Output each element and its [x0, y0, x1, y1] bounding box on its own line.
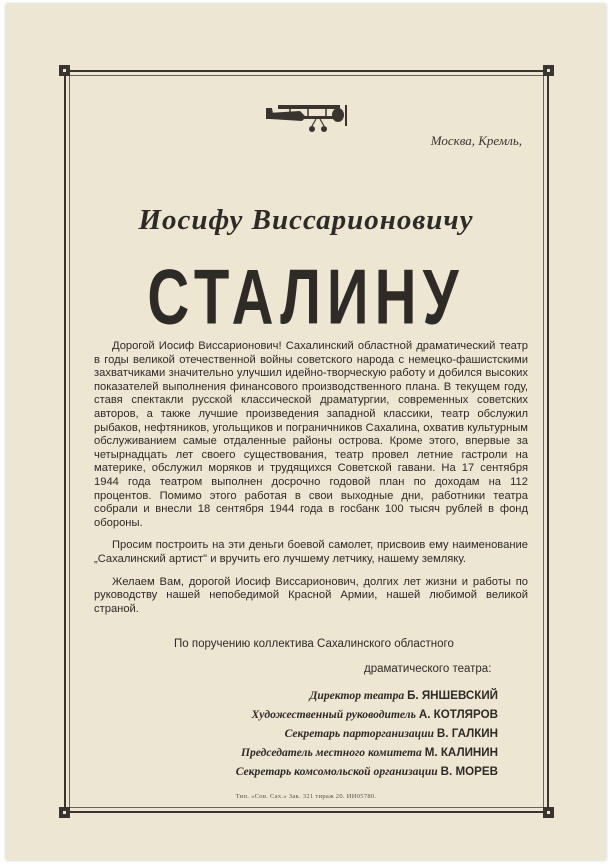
signature-role: Председатель местного комитета [240, 746, 422, 759]
body-paragraph: Просим построить на эти деньги боевой самолет, присвоив ему наименование „Сахалинский артист" и вручить его лучшему летчику, нашему земляку. [94, 539, 528, 565]
signature-role: Директор театра [309, 689, 405, 702]
place-line: Москва, Кремль, [430, 133, 522, 148]
corner-ornament-bottom-left [59, 807, 70, 818]
signature-line [138, 762, 498, 781]
signature-name: М. КАЛИНИН [424, 746, 498, 759]
signature-role: Секретарь комсомольской организации [235, 765, 438, 778]
addressee-name: Иосифу Виссарионовичу [138, 204, 474, 236]
signature-name: В. ГАЛКИН [436, 727, 498, 740]
signature-list [138, 686, 498, 781]
signature-name: Б. ЯНШЕВСКИЙ [407, 689, 498, 702]
signature-name: В. МОРЕВ [440, 765, 498, 778]
airplane-icon [260, 99, 356, 135]
corner-ornament-top-right [543, 65, 554, 76]
printer-imprint: Тип. «Сов. Сах.» Зак. 321 тираж 20. ИИ05780. [235, 793, 377, 800]
signature-role: Художественный руководитель [251, 708, 416, 721]
letter-sheet [6, 4, 606, 860]
body-paragraph: Желаем Вам, дорогой Иосиф Виссарионович, долгих лет жизни и работы по руководству нашей непобедимой Красной Армии, нашей любимой великой страной. [94, 575, 528, 615]
body-paragraph: Дорогой Иосиф Виссарионович! Сахалинский областной драматический театр в годы великой отечественной войны советского народа с немецко-фашистскими захватчиками значительно улучшил идейно-творческую работу и добился высоких показателей выполнения финансового производственного плана. В текущем году, ставя спектакли русской классической драматургии, современных советских авторов, а также лучшие произведения западной классики, театр обслужил рыбаков, нефтяников, угольщиков и пограничников Сахалина, охватив культурным обслуживанием самые отдаленные районы острова. Кроме этого, впервые за четырнадцать лет своего существования, театр провел летние гастроли на материке, обслужил моряков и трудящихся Советской гавани. На 17 сентября 1944 года театром выполнен досрочно годовой план по доходам на 112 процентов. Помимо этого работая в свои выходные дни, работники театра собрали и внесли 18 сентября 1944 года в госбанк 100 тысяч рублей в фонд обороны. [94, 340, 528, 529]
signature-line [138, 686, 498, 705]
signature-name: А. КОТЛЯРОВ [418, 708, 498, 721]
signature-line [138, 724, 498, 743]
signature-role: Секретарь парторганизации [284, 727, 434, 740]
closing-line-1: По поручению коллектива Сахалинского областного [174, 638, 454, 650]
corner-ornament-top-left [59, 65, 70, 76]
letter-body [94, 340, 528, 625]
signature-line [138, 705, 498, 724]
closing-line-2: драматического театра: [364, 663, 492, 675]
addressee-surname: СТАЛИНУ [147, 253, 465, 342]
signature-line [138, 743, 498, 762]
corner-ornament-bottom-right [543, 807, 554, 818]
